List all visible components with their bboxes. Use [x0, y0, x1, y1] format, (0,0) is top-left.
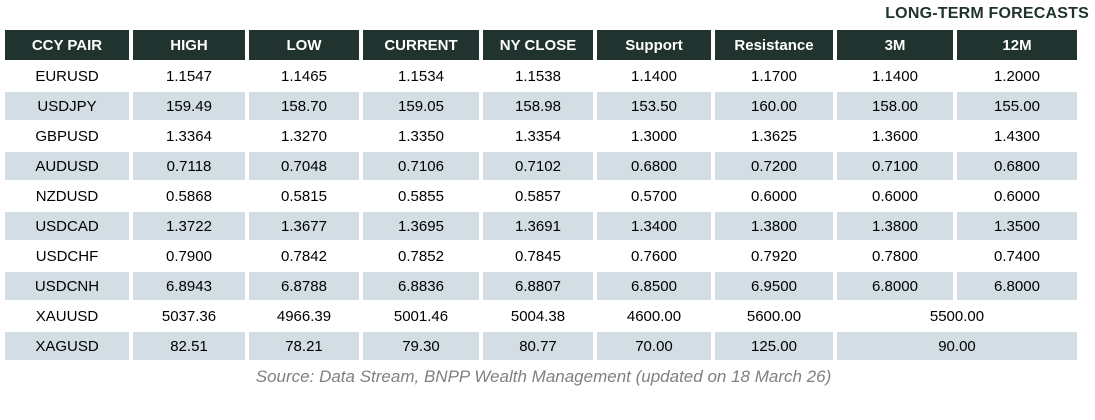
cell-3m: 158.00	[837, 92, 953, 120]
cell-pair: AUDUSD	[5, 152, 129, 180]
long-term-forecasts-title: LONG-TERM FORECASTS	[885, 5, 1089, 22]
cell-12m: 6.8000	[957, 272, 1077, 300]
cell-low: 1.3270	[249, 122, 359, 150]
cell-resistance: 0.6000	[715, 182, 833, 210]
cell-support: 6.8500	[597, 272, 711, 300]
cell-resistance: 1.1700	[715, 62, 833, 90]
title-bar	[0, 0, 1095, 28]
header-support: Support	[597, 30, 711, 60]
cell-3m: 6.8000	[837, 272, 953, 300]
cell-current: 0.5855	[363, 182, 479, 210]
table-row-nzdusd	[5, 182, 1077, 210]
header-resistance: Resistance	[715, 30, 833, 60]
cell-current: 6.8836	[363, 272, 479, 300]
cell-low: 1.3677	[249, 212, 359, 240]
cell-ny-close: 6.8807	[483, 272, 593, 300]
source-footer: Source: Data Stream, BNPP Wealth Management (updated on 18 March 26)	[255, 367, 832, 386]
cell-low: 1.1465	[249, 62, 359, 90]
cell-pair: USDCNH	[5, 272, 129, 300]
cell-ny-close: 1.1538	[483, 62, 593, 90]
cell-high: 1.3364	[133, 122, 245, 150]
cell-low: 78.21	[249, 332, 359, 360]
cell-high: 0.7118	[133, 152, 245, 180]
cell-3m: 1.3600	[837, 122, 953, 150]
cell-pair: XAUUSD	[5, 302, 129, 330]
cell-current: 0.7852	[363, 242, 479, 270]
cell-ny-close: 1.3691	[483, 212, 593, 240]
cell-support: 1.3400	[597, 212, 711, 240]
header-12m: 12M	[957, 30, 1077, 60]
cell-pair: GBPUSD	[5, 122, 129, 150]
cell-current: 1.1534	[363, 62, 479, 90]
cell-ny-close: 80.77	[483, 332, 593, 360]
cell-resistance: 6.9500	[715, 272, 833, 300]
header-high: HIGH	[133, 30, 245, 60]
cell-pair: NZDUSD	[5, 182, 129, 210]
cell-ny-close: 158.98	[483, 92, 593, 120]
cell-resistance: 1.3625	[715, 122, 833, 150]
cell-high: 1.3722	[133, 212, 245, 240]
cell-support: 0.7600	[597, 242, 711, 270]
cell-resistance: 1.3800	[715, 212, 833, 240]
cell-3m: 1.1400	[837, 62, 953, 90]
cell-12m: 155.00	[957, 92, 1077, 120]
cell-ny-close: 5004.38	[483, 302, 593, 330]
cell-3m: 1.3800	[837, 212, 953, 240]
cell-high: 5037.36	[133, 302, 245, 330]
cell-current: 79.30	[363, 332, 479, 360]
cell-high: 0.5868	[133, 182, 245, 210]
cell-3m: 0.6000	[837, 182, 953, 210]
cell-high: 1.1547	[133, 62, 245, 90]
header-current: CURRENT	[363, 30, 479, 60]
table-row-usdcnh	[5, 272, 1077, 300]
cell-pair: EURUSD	[5, 62, 129, 90]
cell-current: 1.3695	[363, 212, 479, 240]
header-3m: 3M	[837, 30, 953, 60]
table-row-usdchf	[5, 242, 1077, 270]
cell-resistance: 160.00	[715, 92, 833, 120]
table-row-usdcad	[5, 212, 1077, 240]
header-ny-close: NY CLOSE	[483, 30, 593, 60]
cell-low: 0.5815	[249, 182, 359, 210]
cell-support: 0.5700	[597, 182, 711, 210]
cell-high: 159.49	[133, 92, 245, 120]
cell-pair: USDCHF	[5, 242, 129, 270]
cell-current: 159.05	[363, 92, 479, 120]
cell-resistance: 0.7920	[715, 242, 833, 270]
table-row-xauusd	[5, 302, 1077, 330]
cell-support: 4600.00	[597, 302, 711, 330]
header-row	[5, 30, 1077, 60]
cell-ny-close: 1.3354	[483, 122, 593, 150]
table-body	[5, 62, 1077, 360]
cell-pair: USDCAD	[5, 212, 129, 240]
cell-low: 158.70	[249, 92, 359, 120]
cell-support: 70.00	[597, 332, 711, 360]
cell-high: 0.7900	[133, 242, 245, 270]
header-ccy-pair: CCY PAIR	[5, 30, 129, 60]
cell-12m: 1.4300	[957, 122, 1077, 150]
cell-pair: USDJPY	[5, 92, 129, 120]
table-row-xagusd	[5, 332, 1077, 360]
cell-12m: 0.7400	[957, 242, 1077, 270]
cell-12m: 1.3500	[957, 212, 1077, 240]
cell-low: 0.7048	[249, 152, 359, 180]
header-low: LOW	[249, 30, 359, 60]
cell-low: 6.8788	[249, 272, 359, 300]
cell-3m: 0.7100	[837, 152, 953, 180]
cell-current: 0.7106	[363, 152, 479, 180]
cell-resistance: 5600.00	[715, 302, 833, 330]
table-row-usdjpy	[5, 92, 1077, 120]
table-row-audusd	[5, 152, 1077, 180]
cell-3m: 0.7800	[837, 242, 953, 270]
cell-support: 153.50	[597, 92, 711, 120]
cell-ny-close: 0.5857	[483, 182, 593, 210]
cell-resistance: 125.00	[715, 332, 833, 360]
cell-ny-close: 0.7102	[483, 152, 593, 180]
cell-support: 1.1400	[597, 62, 711, 90]
cell-low: 0.7842	[249, 242, 359, 270]
fx-forecast-table	[1, 28, 1081, 362]
cell-current: 1.3350	[363, 122, 479, 150]
table-header	[5, 30, 1077, 60]
cell-support: 1.3000	[597, 122, 711, 150]
cell-ny-close: 0.7845	[483, 242, 593, 270]
cell-forecast-merged: 90.00	[837, 332, 1077, 360]
cell-support: 0.6800	[597, 152, 711, 180]
cell-current: 5001.46	[363, 302, 479, 330]
cell-pair: XAGUSD	[5, 332, 129, 360]
cell-12m: 1.2000	[957, 62, 1077, 90]
cell-12m: 0.6000	[957, 182, 1077, 210]
cell-low: 4966.39	[249, 302, 359, 330]
cell-12m: 0.6800	[957, 152, 1077, 180]
table-row-eurusd	[5, 62, 1077, 90]
cell-high: 6.8943	[133, 272, 245, 300]
cell-resistance: 0.7200	[715, 152, 833, 180]
cell-forecast-merged: 5500.00	[837, 302, 1077, 330]
cell-high: 82.51	[133, 332, 245, 360]
table-row-gbpusd	[5, 122, 1077, 150]
